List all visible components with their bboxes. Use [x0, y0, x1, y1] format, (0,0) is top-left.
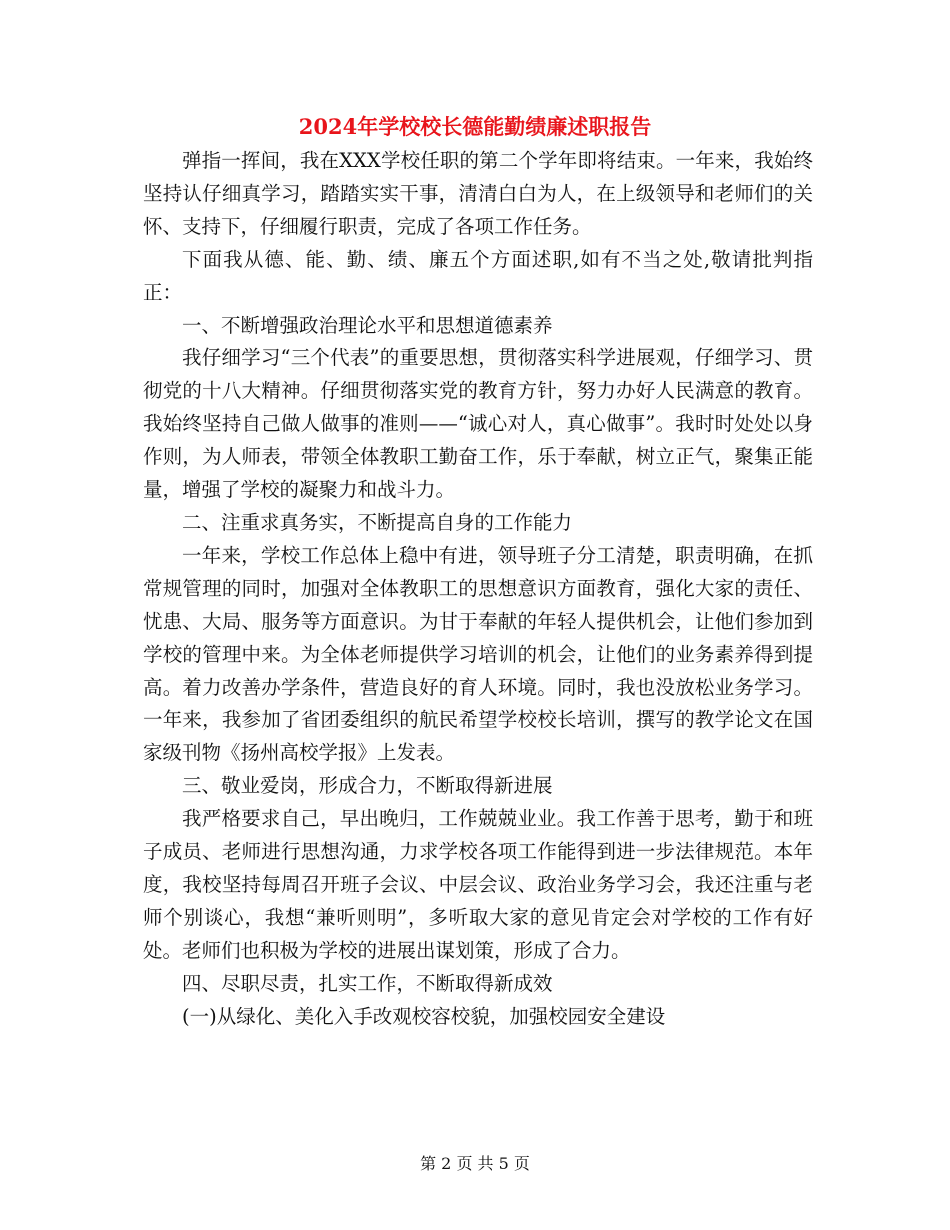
section-heading-1: 一、不断增强政治理论水平和思想道德素养 [182, 313, 553, 337]
paragraph-section-3: 我严格要求自己，早出晚归，工作兢兢业业。我工作善于思考，勤于和班子成员、老师进行思想沟通，力求学校各项工作能得到进一步法律规范。本年度，我校坚持每周召开班子会议、中层会议、政治业务学习会，我还注重与老师个别谈心，我想“兼听则明”，多听取大家的意见肯定会对学校的工作有好处。老师们也积极为学校的进展出谋划策，形成了合力。 [143, 807, 813, 962]
paragraph-intro: 弹指一挥间，我在XXX学校任职的第二个学年即将结束。一年来，我始终坚持认仔细真学习，踏踏实实干事，清清白白为人，在上级领导和老师们的关怀、支持下，仔细履行职责，完成了各项工作任务。 [143, 149, 813, 238]
paragraph-outline: 下面我从德、能、勤、绩、廉五个方面述职,如有不当之处,敬请批判指正： [143, 247, 813, 304]
section-heading-4: 四、尽职尽责，扎实工作，不断取得新成效 [182, 971, 553, 995]
subsection-heading-4-1: (一)从绿化、美化入手改观校容校貌，加强校园安全建设 [182, 1004, 666, 1028]
paragraph-section-2: 一年来，学校工作总体上稳中有进，领导班子分工清楚，职责明确，在抓常规管理的同时，加强对全体教职工的思想意识方面教育，强化大家的责任、忧患、大局、服务等方面意识。为甘于奉献的年轻人提供机会，让他们参加到学校的管理中来。为全体老师提供学习培训的机会，让他们的业务素养得到提高。着力改善办学条件，营造良好的育人环境。同时，我也没放松业务学习。一年来，我参加了省团委组织的航民希望学校校长培训，撰写的教学论文在国家级刊物《扬州高校学报》上发表。 [143, 543, 813, 765]
document-title: 2024年学校校长德能勤绩廉述职报告 [298, 114, 652, 139]
page-number-footer: 第 2 页 共 5 页 [420, 1154, 530, 1173]
section-heading-3: 三、敬业爱岗，形成合力，不断取得新进展 [182, 774, 553, 798]
paragraph-section-1: 我仔细学习“三个代表”的重要思想，贯彻落实科学进展观，仔细学习、贯彻党的十八大精神。仔细贯彻落实党的教育方针，努力办好人民满意的教育。我始终坚持自己做人做事的准则——“诚心对人，真心做事”。我时时处处以身作则，为人师表，带领全体教职工勤奋工作，乐于奉献，树立正气，聚集正能量，增强了学校的凝聚力和战斗力。 [143, 346, 813, 502]
document-body [143, 145, 813, 1033]
section-heading-2: 二、注重求真务实，不断提高自身的工作能力 [182, 510, 573, 534]
